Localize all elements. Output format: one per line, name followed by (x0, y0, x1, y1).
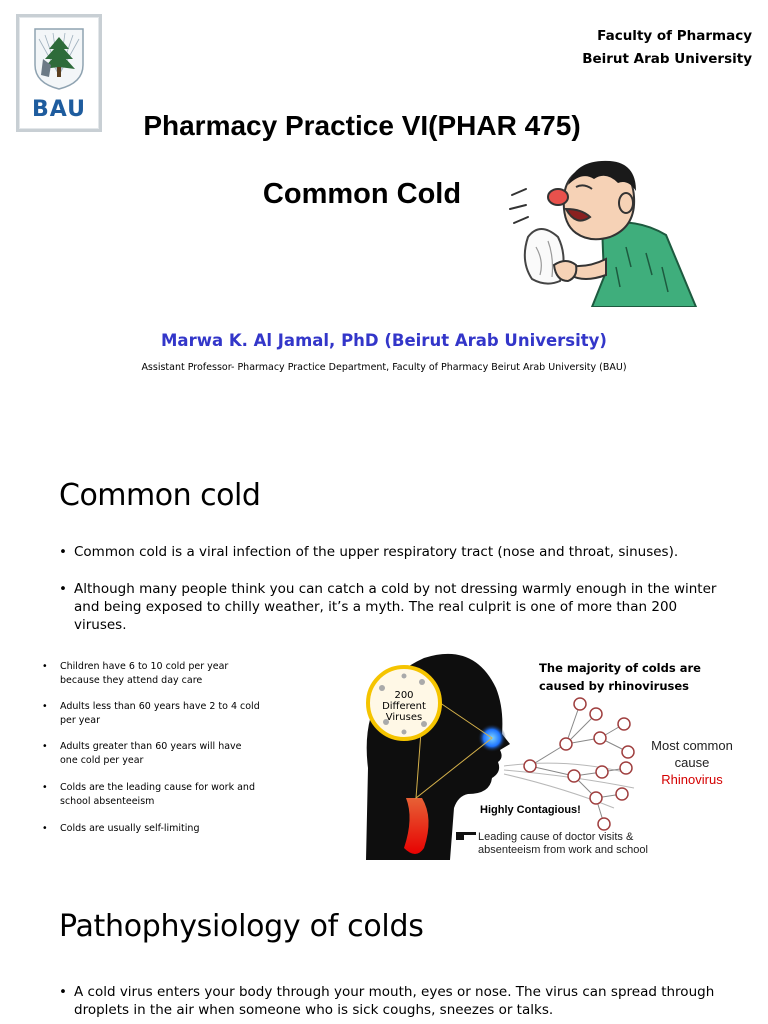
bullet-icon: • (59, 544, 67, 560)
bullet-item (59, 543, 744, 561)
bullet-icon: • (59, 581, 67, 597)
leading-cause-line-1: Leading cause of doctor visits & (478, 831, 634, 843)
slide-title-pathophysiology: Pathophysiology of colds (59, 909, 424, 944)
bullet-text: A cold virus enters your body through your mouth, eyes or nose. The virus can spread through droplets in the air when someone who is sick coughs, sneezes or talks. (74, 984, 715, 1018)
faculty-name: Faculty of Pharmacy (597, 28, 752, 44)
author-position: Assistant Professor- Pharmacy Practice Department, Faculty of Pharmacy Beirut Arab University (BAU) (141, 362, 627, 373)
bullet-text: Adults less than 60 years have 2 to 4 cold per year (60, 701, 260, 726)
small-bullet-item (42, 700, 260, 727)
cedar-emblem-icon (29, 25, 89, 91)
course-title: Pharmacy Practice VI(PHAR 475) (143, 110, 581, 141)
majority-line-2: caused by rhinoviruses (538, 679, 690, 693)
circle-text-viruses: Viruses (385, 712, 423, 723)
university-name: Beirut Arab University (582, 51, 752, 67)
highly-contagious-label: Highly Contagious! (480, 804, 581, 816)
bullet-icon: • (42, 782, 48, 793)
circle-text-different: Different (382, 701, 426, 712)
sneezing-man-illustration (506, 157, 698, 307)
bullet-icon: • (59, 984, 67, 1000)
most-common-rhinovirus: Rhinovirus (661, 772, 723, 787)
small-bullet-item (42, 822, 260, 836)
slide-title-common-cold: Common cold (59, 478, 261, 513)
leading-cause-line-2: absenteeism from work and school (478, 844, 648, 856)
bullet-text: Common cold is a viral infection of the upper respiratory tract (nose and throat, sinuses). (74, 544, 679, 560)
most-common-line-2: cause (674, 755, 710, 770)
bullet-text: Although many people think you can catch a cold by not dressing warmly enough in the winter and being exposed to chilly weather, it’s a myth. The real culprit is one of more than 200 viruses. (74, 581, 717, 633)
bullet-icon: • (42, 701, 48, 712)
small-bullet-item (42, 781, 260, 808)
most-common-line-1: Most common (651, 738, 733, 753)
bullet-text: Children have 6 to 10 cold per year because they attend day care (60, 661, 229, 686)
bullet-item (59, 983, 724, 1019)
majority-line-1: The majority of colds are (539, 661, 701, 675)
pointing-hand-icon (456, 832, 476, 840)
rhinovirus-infographic (364, 648, 756, 860)
small-bullet-item (42, 660, 260, 687)
bullet-icon: • (42, 741, 48, 752)
bullet-icon: • (42, 661, 48, 672)
bullet-icon: • (42, 823, 48, 834)
bullet-text: Colds are usually self-limiting (60, 823, 200, 834)
circle-text-200: 200 (394, 690, 414, 701)
bullet-text: Adults greater than 60 years will have one cold per year (60, 741, 242, 766)
bullet-text: Colds are the leading cause for work and school absenteeism (60, 782, 255, 807)
author-name: Marwa K. Al Jamal, PhD (Beirut Arab University) (161, 331, 607, 350)
small-bullet-item (42, 740, 260, 767)
logo-text: BAU (32, 97, 86, 122)
bullet-item (59, 580, 724, 634)
topic-title: Common Cold (262, 178, 462, 210)
